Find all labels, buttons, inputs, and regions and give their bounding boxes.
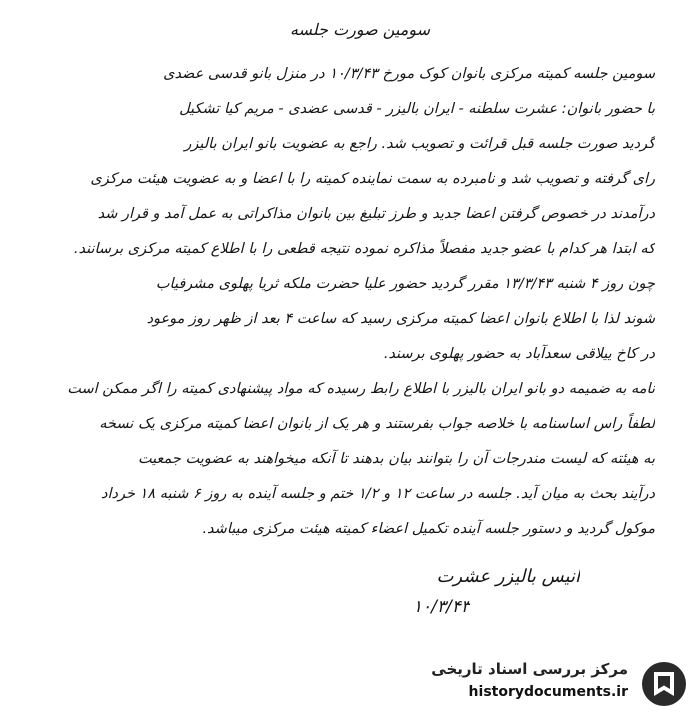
document-line: درآیند بحث به میان آید. جلسه در ساعت ۱۲ و ۱/۲ ختم و جلسه آینده به روز ۶ شنبه ۱۸ خرداد <box>101 486 655 502</box>
document-title: سومین صورت جلسه <box>289 20 431 39</box>
document-line: رای گرفته و تصویب شد و نامبرده به سمت نماینده کمیته را با اعضا و به عضویت هیئت مرکزی <box>90 171 655 187</box>
footer-url[interactable]: historydocuments.ir <box>468 684 628 700</box>
document-line: با حضور بانوان: عشرت سلطنه - ایران بالیزر - قدسی عضدی - مریم کیا تشکیل <box>179 101 655 117</box>
footer-organization: مرکز بررسی اسناد تاریخی <box>431 660 628 678</box>
document-line: گردید صورت جلسه قبل قرائت و تصویب شد. راجع به عضویت بانو ایران بالیزر <box>184 136 655 152</box>
document-line: لطفاً راس اساسنامه با خلاصه جواب بفرستند و هر یک از بانوان اعضا کمیته مرکزی یک نسخه <box>99 416 655 432</box>
document-line: در کاخ ییلاقی سعدآباد به حضور پهلوی برسند. <box>383 346 655 362</box>
document-date: ۱۰/۳/۴۳ <box>412 597 470 617</box>
footer-watermark <box>378 658 688 708</box>
document-line: چون روز ۴ شنبه ۱۳/۳/۴۳ مقرر گردید حضور علیا حضرت ملکه ثریا پهلوی مشرفیاب <box>155 276 655 292</box>
document-line: به هیئته که لیست مندرجات آن را بتوانند بیان بدهند تا آنکه میخواهند به عضویت جمعیت <box>137 451 655 467</box>
archive-logo-icon <box>640 660 688 708</box>
document-line: شوند لذا با اطلاع بانوان اعضا کمیته مرکزی رسید که ساعت ۴ بعد از ظهر روز موعود <box>146 311 655 327</box>
document-line: نامه به ضمیمه دو بانو ایران بالیزر با اطلاع رابط رسیده که مواد پیشنهادی کمیته را اگر ممکن است <box>67 381 655 397</box>
document-line: درآمدند در خصوص گرفتن اعضا جدید و طرز تبلیغ بین بانوان مذاکراتی به عمل آمد و قرار شد <box>97 206 655 222</box>
document-line: سومین جلسه کمیته مرکزی بانوان کوک مورخ ۱۰/۳/۴۳ در منزل بانو قدسی عضدی <box>163 66 655 82</box>
document-line: که ابتدا هر کدام با عضو جدید مفصلاً مذاکره نموده نتیجه قطعی را با اطلاع کمیته مرکزی برسانند. <box>73 241 655 257</box>
document-line: موکول گردید و دستور جلسه آینده تکمیل اعضاء کمیته هیئت مرکزی میباشد. <box>202 521 655 537</box>
signature: انیس بالیزر عشرت <box>436 566 580 587</box>
